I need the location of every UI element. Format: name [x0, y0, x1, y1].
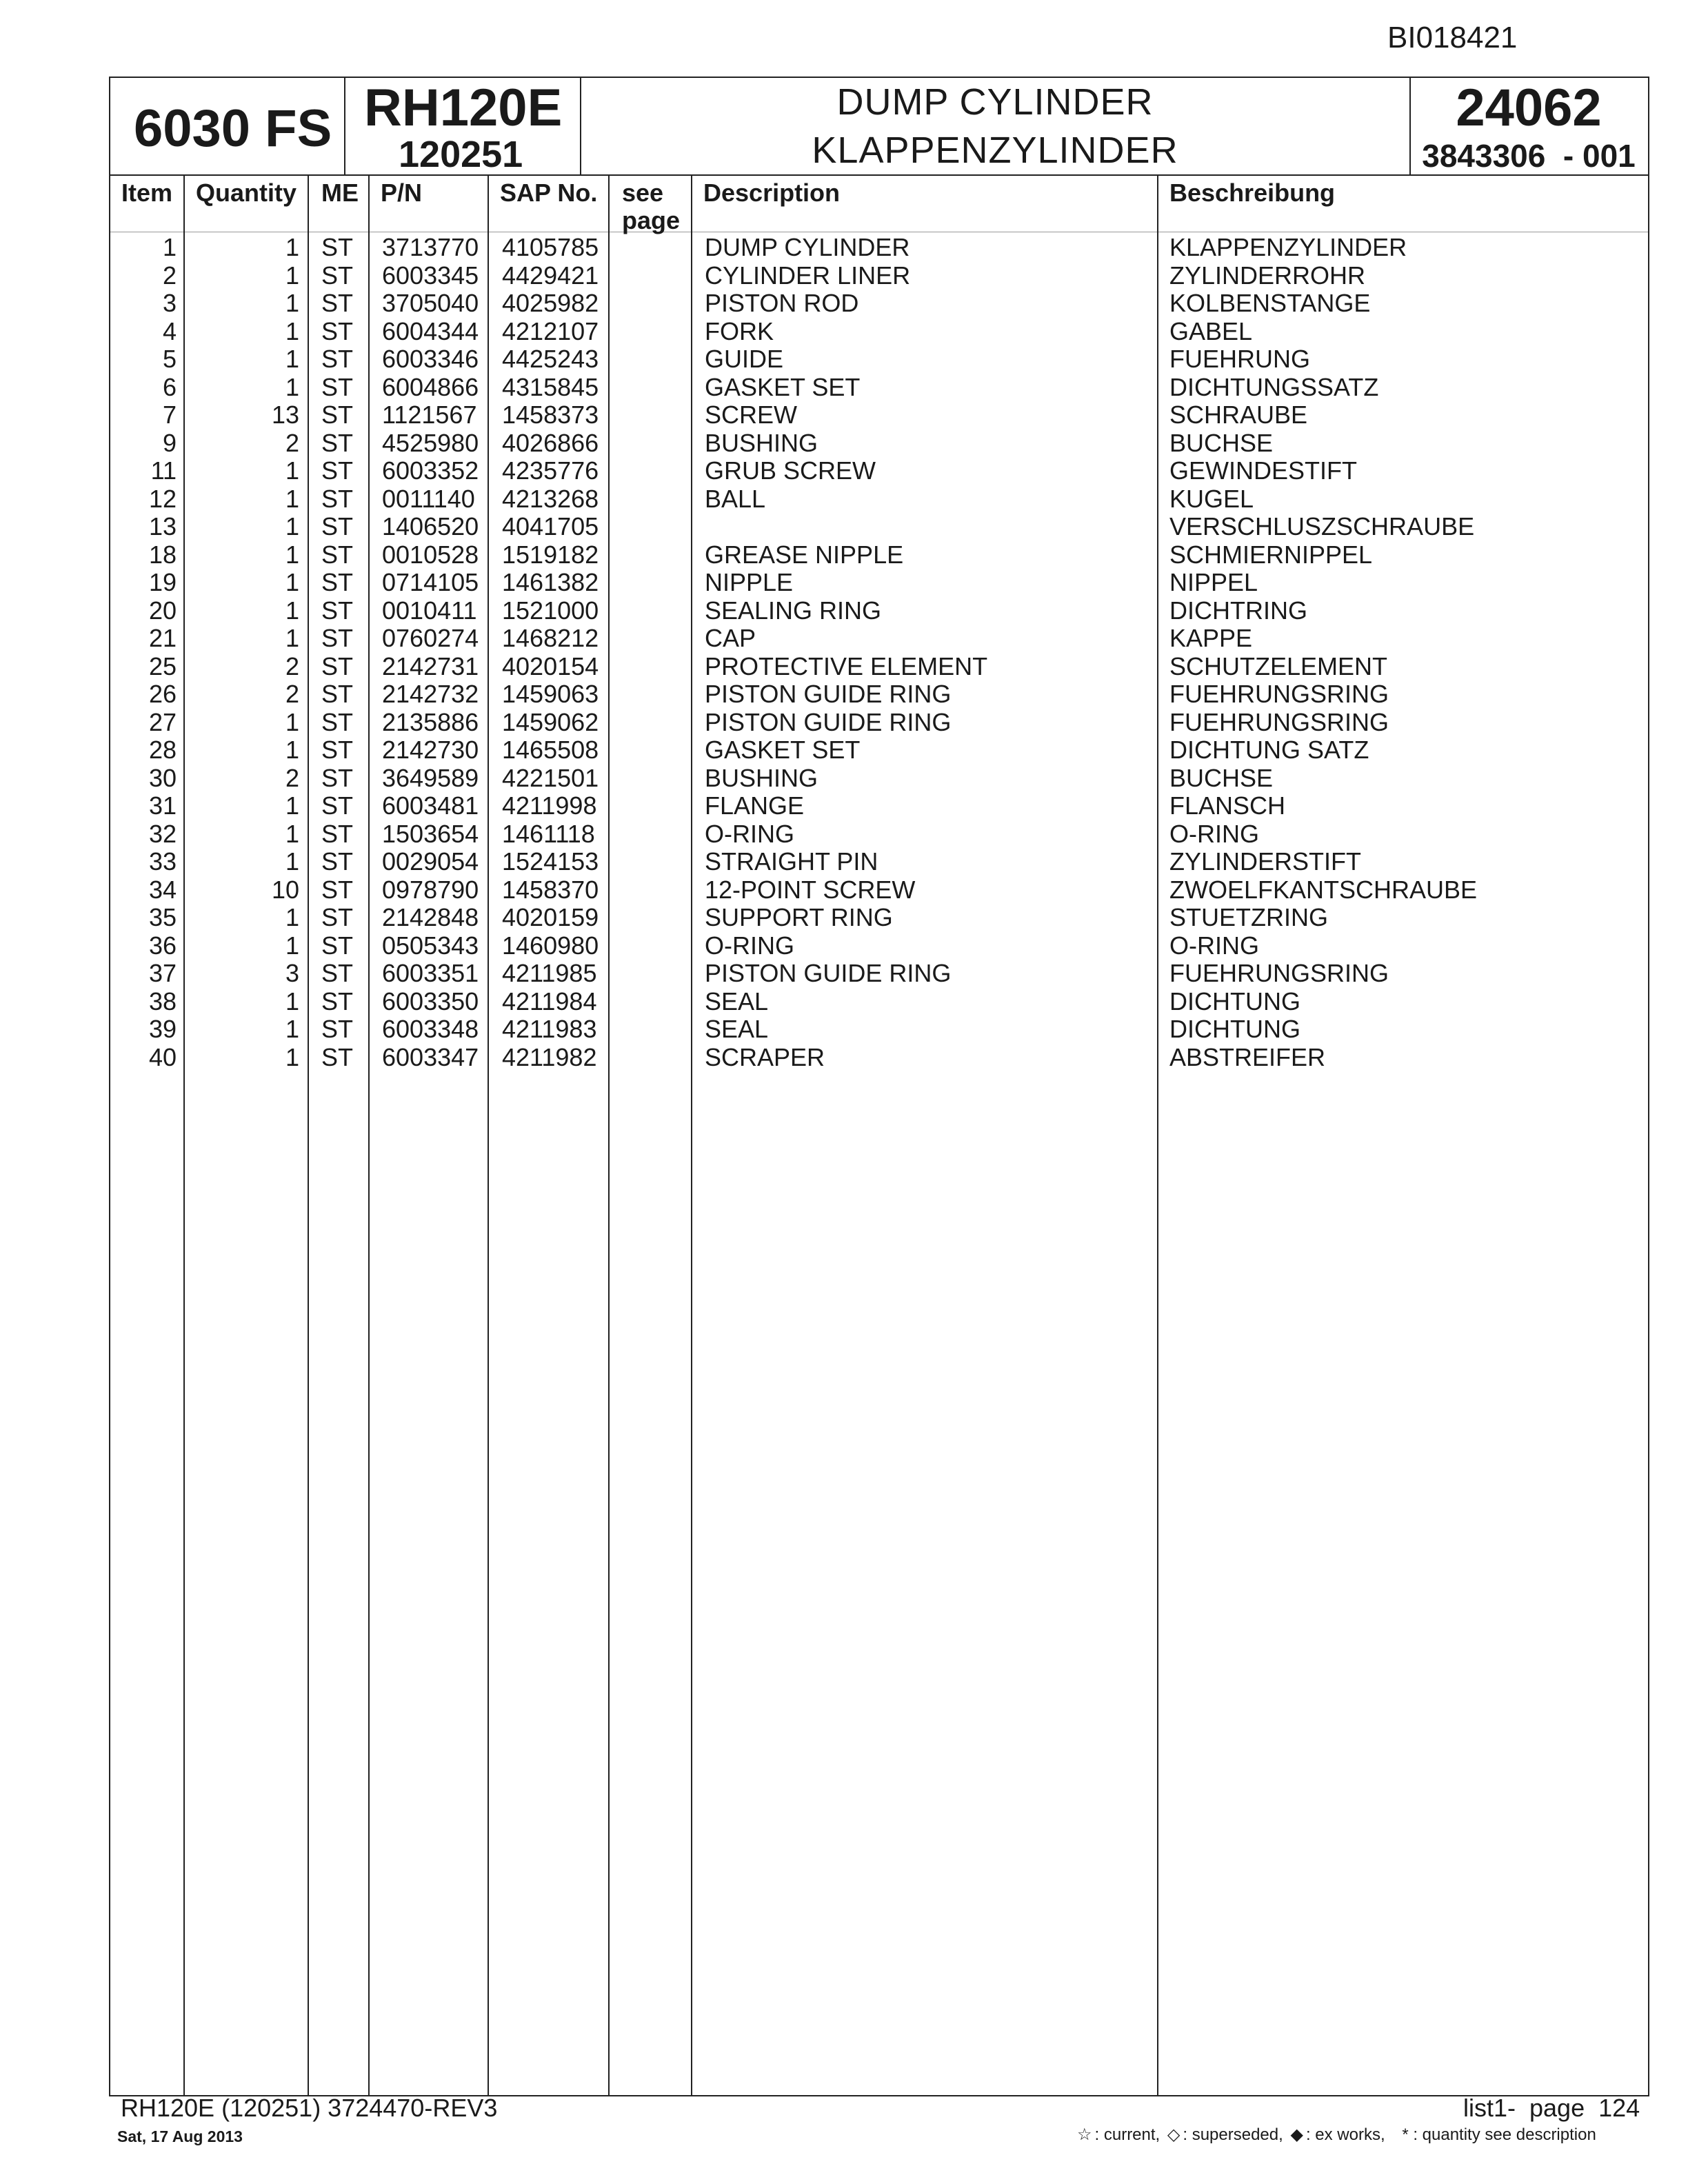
cell-quantity: 10	[271, 875, 299, 904]
cell-quantity: 1	[285, 484, 299, 513]
cell-me: ST	[321, 401, 354, 429]
cell-item: 11	[150, 456, 177, 485]
cell-pn: 0714105	[382, 568, 479, 596]
col-divider-me	[368, 174, 370, 2095]
footer-page: list1- page 124	[1463, 2094, 1640, 2122]
cell-sap: 4020154	[502, 651, 599, 680]
cell-quantity: 3	[285, 959, 299, 987]
cell-me: ST	[321, 680, 354, 708]
cell-sap: 4429421	[502, 261, 599, 290]
cell-beschreibung: FUEHRUNG	[1169, 345, 1310, 373]
cell-quantity: 2	[285, 651, 299, 680]
cell-beschreibung: GABEL	[1169, 316, 1253, 345]
cell-pn: 0011140	[382, 484, 475, 513]
cell-description: CAP	[705, 624, 756, 652]
legend-current: : current,	[1094, 2125, 1160, 2144]
cell-pn: 6003347	[382, 1042, 479, 1071]
cell-me: ST	[321, 736, 354, 764]
cell-description: GRUB SCREW	[705, 456, 876, 485]
cell-description: FORK	[705, 316, 774, 345]
cell-sap: 1461382	[502, 568, 599, 596]
cell-pn: 3705040	[382, 289, 479, 317]
cell-quantity: 1	[285, 987, 299, 1015]
group-number: 24062	[1456, 79, 1602, 137]
cell-quantity: 1	[285, 568, 299, 596]
cell-pn: 0760274	[382, 624, 479, 652]
title-english: DUMP CYLINDER	[836, 81, 1154, 123]
cell-item: 28	[148, 736, 177, 764]
colhead-quantity: Quantity	[196, 179, 297, 207]
cell-me: ST	[321, 707, 354, 736]
cell-description: O-RING	[705, 819, 794, 848]
cell-item: 38	[148, 987, 177, 1015]
cell-me: ST	[321, 875, 354, 904]
cell-me: ST	[321, 819, 354, 848]
cell-me: ST	[321, 987, 354, 1015]
colhead-page: page	[622, 206, 681, 234]
legend-superseded: : superseded,	[1183, 2125, 1283, 2144]
cell-sap: 4026866	[502, 428, 599, 457]
cell-item: 25	[148, 651, 177, 680]
cell-item: 20	[148, 596, 177, 625]
cell-item: 31	[148, 791, 177, 820]
cell-pn: 6003350	[382, 987, 479, 1015]
cell-description: SCRAPER	[705, 1042, 825, 1071]
col-divider-qty	[308, 174, 309, 2095]
cell-description: STRAIGHT PIN	[705, 847, 878, 876]
cell-description: DUMP CYLINDER	[705, 233, 910, 261]
cell-sap: 4211983	[502, 1015, 597, 1043]
cell-beschreibung: ZYLINDERSTIFT	[1169, 847, 1362, 876]
cell-me: ST	[321, 624, 354, 652]
cell-quantity: 1	[285, 316, 299, 345]
cell-sap: 1459063	[502, 680, 599, 708]
cell-pn: 1121567	[382, 401, 477, 429]
cell-quantity: 13	[271, 401, 299, 429]
cell-sap: 1468212	[502, 624, 599, 652]
cell-quantity: 1	[285, 372, 299, 401]
col-divider-seepage	[691, 174, 692, 2095]
cell-description: PISTON GUIDE RING	[705, 680, 952, 708]
col-divider-pn	[488, 174, 489, 2095]
cell-pn: 6003352	[382, 456, 479, 485]
cell-beschreibung: FUEHRUNGSRING	[1169, 959, 1389, 987]
cell-quantity: 1	[285, 261, 299, 290]
cell-pn: 6004866	[382, 372, 479, 401]
cell-sap: 4025982	[502, 289, 599, 317]
cell-beschreibung: BUCHSE	[1169, 428, 1274, 457]
footer-reference: RH120E (120251) 3724470-REV3	[121, 2094, 498, 2122]
cell-sap: 4020159	[502, 903, 599, 931]
header-divider-1	[344, 78, 345, 174]
cell-beschreibung: KOLBENSTANGE	[1169, 289, 1371, 317]
cell-beschreibung: DICHTUNGSSATZ	[1169, 372, 1379, 401]
cell-quantity: 1	[285, 596, 299, 625]
cell-beschreibung: STUETZRING	[1169, 903, 1328, 931]
cell-description: PROTECTIVE ELEMENT	[705, 651, 988, 680]
cell-beschreibung: SCHUTZELEMENT	[1169, 651, 1388, 680]
cell-quantity: 2	[285, 428, 299, 457]
cell-me: ST	[321, 233, 354, 261]
cell-sap: 1458373	[502, 401, 599, 429]
cell-sap: 4221501	[502, 763, 599, 792]
cell-item: 12	[148, 484, 177, 513]
cell-pn: 6003348	[382, 1015, 479, 1043]
cell-description: SCREW	[705, 401, 797, 429]
cell-pn: 2142730	[382, 736, 479, 764]
cell-quantity: 1	[285, 345, 299, 373]
cell-sap: 4211985	[502, 959, 597, 987]
cell-beschreibung: GEWINDESTIFT	[1169, 456, 1357, 485]
cell-quantity: 1	[285, 289, 299, 317]
cell-item: 6	[162, 372, 177, 401]
header-bottom-rule	[110, 174, 1648, 176]
cell-pn: 6003346	[382, 345, 479, 373]
cell-quantity: 2	[285, 680, 299, 708]
cell-quantity: 1	[285, 233, 299, 261]
cell-me: ST	[321, 903, 354, 931]
cell-sap: 4211998	[502, 791, 597, 820]
cell-description: BALL	[705, 484, 766, 513]
cell-description: GASKET SET	[705, 372, 861, 401]
cell-quantity: 1	[285, 456, 299, 485]
cell-description: BUSHING	[705, 428, 818, 457]
cell-item: 13	[148, 512, 177, 540]
cell-pn: 0978790	[382, 875, 479, 904]
cell-pn: 3649589	[382, 763, 479, 792]
colhead-description: Description	[703, 179, 841, 207]
cell-me: ST	[321, 261, 354, 290]
colhead-beschreibung: Beschreibung	[1169, 179, 1336, 207]
cell-me: ST	[321, 484, 354, 513]
cell-me: ST	[321, 568, 354, 596]
cell-me: ST	[321, 345, 354, 373]
cell-beschreibung: DICHTUNG	[1169, 1015, 1300, 1043]
cell-quantity: 1	[285, 707, 299, 736]
cell-me: ST	[321, 456, 354, 485]
cell-pn: 6003351	[382, 959, 479, 987]
legend	[1077, 2125, 1599, 2145]
cell-item: 3	[162, 289, 177, 317]
cell-item: 1	[162, 233, 177, 261]
cell-sap: 1465508	[502, 736, 599, 764]
cell-pn: 6003345	[382, 261, 479, 290]
model-code: 6030 FS	[134, 99, 332, 158]
cell-sap: 4212107	[502, 316, 599, 345]
cell-beschreibung: O-RING	[1169, 931, 1259, 960]
cell-beschreibung: BUCHSE	[1169, 763, 1274, 792]
cell-item: 26	[148, 680, 177, 708]
cell-me: ST	[321, 931, 354, 960]
cell-quantity: 1	[285, 791, 299, 820]
cell-beschreibung: VERSCHLUSZSCHRAUBE	[1169, 512, 1475, 540]
cell-item: 7	[162, 401, 177, 429]
cell-me: ST	[321, 540, 354, 569]
legend-ex-works: : ex works,	[1305, 2125, 1385, 2144]
drawing-number: 3843306 - 001	[1422, 138, 1636, 174]
cell-description: PISTON GUIDE RING	[705, 707, 952, 736]
cell-quantity: 1	[285, 903, 299, 931]
cell-pn: 1503654	[382, 819, 479, 848]
title-german: KLAPPENZYLINDER	[812, 130, 1178, 171]
cell-pn: 3713770	[382, 233, 479, 261]
cell-item: 27	[148, 707, 177, 736]
cell-description: SUPPORT RING	[705, 903, 893, 931]
cell-item: 18	[148, 540, 177, 569]
cell-quantity: 1	[285, 1015, 299, 1043]
cell-description: GUIDE	[705, 345, 784, 373]
cell-sap: 1461118	[502, 819, 595, 848]
col-divider-desc	[1157, 174, 1158, 2095]
col-divider-sap	[608, 174, 610, 2095]
cell-item: 40	[148, 1042, 177, 1071]
cell-quantity: 1	[285, 847, 299, 876]
cell-item: 5	[162, 345, 177, 373]
cell-quantity: 1	[285, 1042, 299, 1071]
cell-quantity: 1	[285, 512, 299, 540]
cell-description: PISTON GUIDE RING	[705, 959, 952, 987]
cell-description: GASKET SET	[705, 736, 861, 764]
cell-sap: 4213268	[502, 484, 599, 513]
cell-pn: 0029054	[382, 847, 479, 876]
cell-beschreibung: O-RING	[1169, 819, 1259, 848]
cell-description: BUSHING	[705, 763, 818, 792]
cell-me: ST	[321, 596, 354, 625]
cell-sap: 1524153	[502, 847, 599, 876]
cell-item: 9	[162, 428, 177, 457]
cell-pn: 2135886	[382, 707, 479, 736]
cell-quantity: 1	[285, 624, 299, 652]
colhead-see: see	[622, 179, 664, 207]
cell-me: ST	[321, 847, 354, 876]
cell-item: 21	[148, 624, 177, 652]
diamond-outline-icon: ◇	[1167, 2125, 1180, 2144]
cell-pn: 4525980	[382, 428, 479, 457]
cell-beschreibung: DICHTUNG SATZ	[1169, 736, 1369, 764]
cell-sap: 1458370	[502, 875, 599, 904]
cell-sap: 1521000	[502, 596, 599, 625]
machine-name: RH120E	[364, 79, 563, 137]
cell-beschreibung: DICHTUNG	[1169, 987, 1300, 1015]
cell-me: ST	[321, 1015, 354, 1043]
cell-item: 30	[148, 763, 177, 792]
cell-item: 19	[148, 568, 177, 596]
cell-sap: 4235776	[502, 456, 599, 485]
cell-description: SEAL	[705, 1015, 769, 1043]
machine-serial: 120251	[399, 134, 523, 175]
cell-beschreibung: DICHTRING	[1169, 596, 1307, 625]
cell-item: 35	[148, 903, 177, 931]
cell-item: 4	[162, 316, 177, 345]
cell-description: GREASE NIPPLE	[705, 540, 904, 569]
cell-description: 12-POINT SCREW	[705, 875, 916, 904]
cell-pn: 0010411	[382, 596, 477, 625]
cell-pn: 2142732	[382, 680, 479, 708]
cell-pn: 0010528	[382, 540, 479, 569]
colhead-me: ME	[321, 179, 359, 207]
cell-beschreibung: KUGEL	[1169, 484, 1254, 513]
cell-quantity: 2	[285, 763, 299, 792]
cell-pn: 6003481	[382, 791, 479, 820]
cell-description: SEAL	[705, 987, 769, 1015]
footer-date: Sat, 17 Aug 2013	[117, 2127, 243, 2145]
cell-sap: 1460980	[502, 931, 599, 960]
cell-beschreibung: FUEHRUNGSRING	[1169, 680, 1389, 708]
diamond-filled-icon: ◆	[1290, 2125, 1303, 2144]
cell-item: 2	[162, 261, 177, 290]
cell-sap: 4315845	[502, 372, 599, 401]
cell-beschreibung: KAPPE	[1169, 624, 1253, 652]
cell-beschreibung: ZYLINDERROHR	[1169, 261, 1366, 290]
cell-sap: 4105785	[502, 233, 599, 261]
colhead-pn: P/N	[381, 179, 423, 207]
cell-description: PISTON ROD	[705, 289, 859, 317]
document-id: BI018421	[1387, 21, 1518, 54]
cell-me: ST	[321, 651, 354, 680]
cell-sap: 4041705	[502, 512, 599, 540]
cell-beschreibung: SCHRAUBE	[1169, 401, 1308, 429]
cell-description: FLANGE	[705, 791, 805, 820]
cell-sap: 4425243	[502, 345, 599, 373]
cell-item: 39	[148, 1015, 177, 1043]
cell-description: SEALING RING	[705, 596, 882, 625]
cell-beschreibung: ZWOELFKANTSCHRAUBE	[1169, 875, 1478, 904]
cell-me: ST	[321, 372, 354, 401]
cell-me: ST	[321, 1042, 354, 1071]
cell-beschreibung: FLANSCH	[1169, 791, 1286, 820]
cell-pn: 2142731	[382, 651, 479, 680]
cell-quantity: 1	[285, 931, 299, 960]
cell-quantity: 1	[285, 736, 299, 764]
colhead-item: Item	[121, 179, 173, 207]
cell-me: ST	[321, 791, 354, 820]
legend-quantity: * : quantity see description	[1402, 2125, 1596, 2144]
cell-item: 33	[148, 847, 177, 876]
cell-beschreibung: KLAPPENZYLINDER	[1169, 233, 1407, 261]
cell-pn: 0505343	[382, 931, 479, 960]
cell-me: ST	[321, 289, 354, 317]
cell-beschreibung: ABSTREIFER	[1169, 1042, 1326, 1071]
cell-description: CYLINDER LINER	[705, 261, 911, 290]
cell-description: NIPPLE	[705, 568, 794, 596]
cell-item: 34	[148, 875, 177, 904]
cell-item: 32	[148, 819, 177, 848]
cell-sap: 1459062	[502, 707, 599, 736]
cell-pn: 1406520	[382, 512, 479, 540]
cell-beschreibung: FUEHRUNGSRING	[1169, 707, 1389, 736]
cell-quantity: 1	[285, 540, 299, 569]
cell-me: ST	[321, 959, 354, 987]
cell-item: 36	[148, 931, 177, 960]
cell-me: ST	[321, 512, 354, 540]
colhead-sap: SAP No.	[500, 179, 598, 207]
cell-sap: 4211984	[502, 987, 597, 1015]
cell-beschreibung: NIPPEL	[1169, 568, 1258, 596]
star-outline-icon: ☆	[1077, 2125, 1092, 2144]
cell-pn: 6004344	[382, 316, 479, 345]
cell-quantity: 1	[285, 819, 299, 848]
cell-sap: 4211982	[502, 1042, 597, 1071]
cell-pn: 2142848	[382, 903, 479, 931]
cell-description: O-RING	[705, 931, 794, 960]
cell-item: 37	[148, 959, 177, 987]
cell-sap: 1519182	[502, 540, 599, 569]
cell-me: ST	[321, 428, 354, 457]
cell-beschreibung: SCHMIERNIPPEL	[1169, 540, 1373, 569]
cell-me: ST	[321, 316, 354, 345]
parts-list-frame	[109, 77, 1649, 2096]
cell-me: ST	[321, 763, 354, 792]
